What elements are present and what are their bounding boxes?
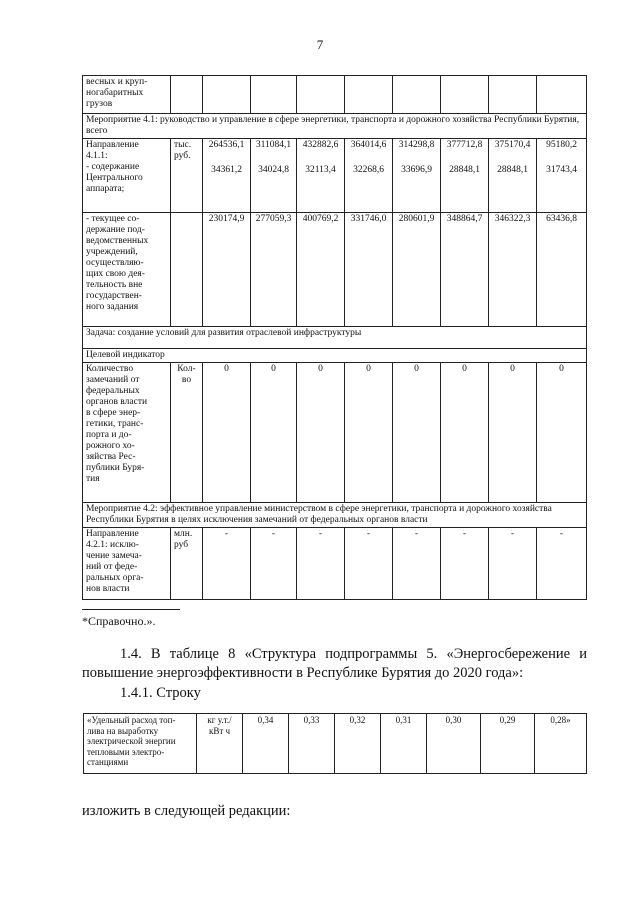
remarks-name: Количество замечаний от федеральных органов власти в сфере энер- гетики, транс- порта и до- рожного хо- зяйства Рес- публики Буря- тия — [83, 363, 171, 503]
value-cell: 0,34 — [243, 714, 289, 774]
value-cell: 0 — [537, 363, 587, 503]
paragraph-1-4: 1.4. В таблице 8 «Структура подпрограммы 5. «Энергосбережение и повышение энергоэффективности в Республике Бурятия до 2020 года»: — [82, 646, 587, 681]
target-row — [83, 349, 587, 363]
value-cell: 280601,9 — [393, 213, 441, 327]
footnote: *Справочно.». — [82, 614, 156, 628]
value-cell: - — [441, 528, 489, 600]
target-heading: Целевой индикатор — [83, 349, 587, 363]
value-cell: 0 — [441, 363, 489, 503]
task-heading: Задача: создание условий для развития отраслевой инфраструктуры — [83, 327, 587, 349]
value-cell: 0 — [203, 363, 251, 503]
remarks-unit: Кол- во — [171, 363, 203, 503]
value-cell: 0,31 — [381, 714, 427, 774]
value-cell: 0,29 — [481, 714, 535, 774]
value-cell: 348864,7 — [441, 213, 489, 327]
value-cell: 432882,6 32113,4 — [297, 139, 345, 213]
page-number: 7 — [316, 37, 324, 52]
direction-4-1-1-row — [83, 139, 587, 213]
value-cell: 314298,8 33696,9 — [393, 139, 441, 213]
value-cell: 377712,8 28848,1 — [441, 139, 489, 213]
value-cell: 0 — [489, 363, 537, 503]
fuel-consumption-table — [83, 713, 587, 774]
fuel-consumption-unit: кг у.т./ кВт ч — [197, 714, 243, 774]
event-4-1-heading: Мероприятие 4.1: руководство и управление в сфере энергетики, транспорта и дорожного хозяйства Республики Бурятия, всего — [83, 114, 587, 139]
value-cell: - — [251, 528, 297, 600]
value-cell: 230174,9 — [203, 213, 251, 327]
event-4-1-row — [83, 114, 587, 139]
table-row — [84, 714, 587, 774]
current-maintenance-name: - текущее со- держание под- ведомственных учреждений, осуществляю- щих свою дея- тельность вне государствен- ного задания — [83, 213, 171, 327]
direction-4-2-1-row — [83, 528, 587, 600]
value-cell: 0,33 — [289, 714, 335, 774]
value-cell: - — [393, 528, 441, 600]
row-name-cell: весных и круп- ногабаритных грузов — [83, 76, 171, 114]
value-cell: 0 — [297, 363, 345, 503]
direction-4-1-1-name: Направление 4.1.1: - содержание Центрального аппарата; — [83, 139, 171, 213]
value-cell: 375170,4 28848,1 — [489, 139, 537, 213]
value-cell: - — [297, 528, 345, 600]
subprogram-table — [82, 75, 587, 600]
direction-4-2-1-name: Направление 4.2.1: исклю- чение замеча- ний от феде- ральных орга- нов власти — [83, 528, 171, 600]
value-cell: - — [345, 528, 393, 600]
value-cell: 264536,1 34361,2 — [203, 139, 251, 213]
value-cell: 331746,0 — [345, 213, 393, 327]
value-cell: 311084,1 34024,8 — [251, 139, 297, 213]
value-cell: - — [203, 528, 251, 600]
task-row — [83, 327, 587, 349]
remarks-row — [83, 363, 587, 503]
value-cell: 364014,6 32268,6 — [345, 139, 393, 213]
footnote-divider — [82, 609, 180, 610]
fuel-consumption-name: «Удельный расход топ- лива на выработку электрической энергии тепловыми электро- станциями — [84, 714, 197, 774]
value-cell: 0 — [393, 363, 441, 503]
current-maintenance-row — [83, 213, 587, 327]
value-cell: 0,30 — [427, 714, 481, 774]
value-cell: 63436,8 — [537, 213, 587, 327]
value-cell: 0 — [345, 363, 393, 503]
value-cell: 0,28» — [535, 714, 587, 774]
value-cell: - — [489, 528, 537, 600]
direction-4-2-1-unit: млн. руб — [171, 528, 203, 600]
paragraph-1-4-1: 1.4.1. Строку — [120, 685, 201, 701]
value-cell: - — [537, 528, 587, 600]
value-cell: 95180,2 31743,4 — [537, 139, 587, 213]
value-cell: 0 — [251, 363, 297, 503]
value-cell: 400769,2 — [297, 213, 345, 327]
direction-4-1-1-unit: тыс. руб. — [171, 139, 203, 213]
value-cell: 346322,3 — [489, 213, 537, 327]
event-4-2-row — [83, 503, 587, 528]
value-cell: 277059,3 — [251, 213, 297, 327]
table-row — [83, 76, 587, 114]
event-4-2-heading: Мероприятие 4.2: эффективное управление министерством в сфере энергетики, транспорта и дорожного хозяйства Республики Бурятия в целях исключения замечаний от федеральных органов власти — [83, 503, 587, 528]
value-cell: 0,32 — [335, 714, 381, 774]
paragraph-edit-note: изложить в следующей редакции: — [82, 803, 291, 819]
